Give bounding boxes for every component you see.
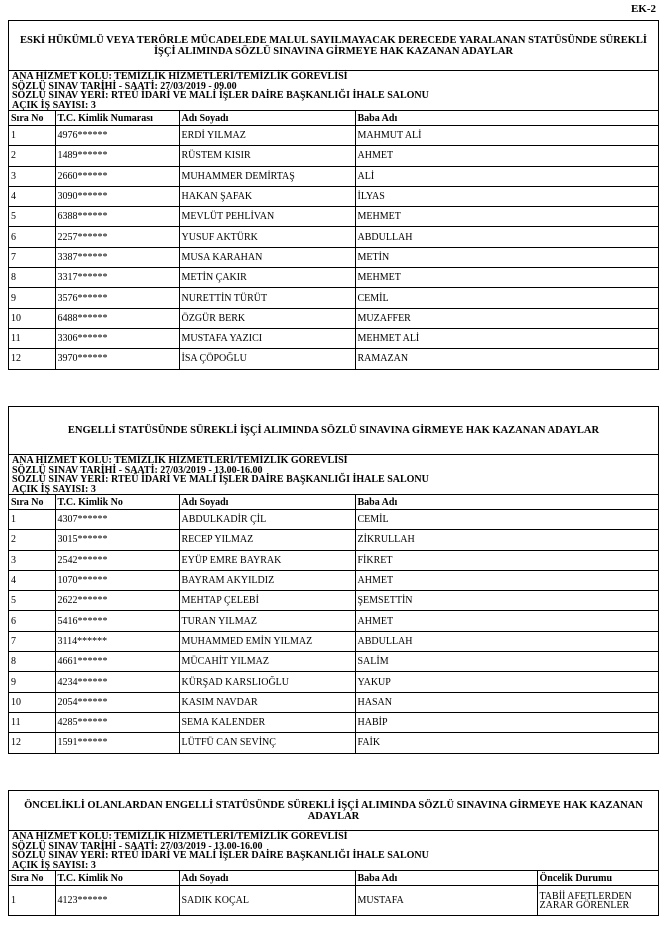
cell-row-number: 6 (9, 227, 55, 247)
cell-full-name: ERDİ YILMAZ (179, 126, 355, 146)
cell-full-name: YUSUF AKTÜRK (179, 227, 355, 247)
column-header-father-name: Baba Adı (355, 495, 658, 510)
column-header-id-number: T.C. Kimlik Numarası (55, 111, 179, 126)
cell-father-name: MUSTAFA (355, 886, 537, 916)
cell-full-name: METİN ÇAKIR (179, 268, 355, 288)
info-line-date: SÖZLÜ SINAV TARİHİ - SAATİ: 27/03/2019 - 13.00-16.00 (12, 840, 263, 852)
cell-id-number: 3317****** (55, 268, 179, 288)
section-info (9, 831, 658, 870)
cell-row-number: 7 (9, 631, 55, 651)
table-row (9, 530, 658, 550)
info-line-openings: AÇIK İŞ SAYISI: 3 (12, 859, 96, 871)
cell-row-number: 1 (9, 126, 55, 146)
cell-row-number: 8 (9, 652, 55, 672)
cell-father-name: HABİP (355, 712, 658, 732)
cell-father-name: MEHMET (355, 268, 658, 288)
column-header-row-number: Sıra No (9, 871, 55, 886)
table-row (9, 328, 658, 348)
cell-full-name: MEHTAP ÇELEBİ (179, 591, 355, 611)
table-row (9, 126, 658, 146)
cell-id-number: 2054****** (55, 692, 179, 712)
table-row (9, 570, 658, 590)
table-section-ex-convict (8, 20, 659, 370)
cell-full-name: NURETTİN TÜRÜT (179, 288, 355, 308)
info-line-place: SÖZLÜ SINAV YERİ: RTEÜ İDARİ VE MALİ İŞLER DAİRE BAŞKANLIĞI İHALE SALONU (12, 850, 429, 861)
info-line-place: SÖZLÜ SINAV YERİ: RTEÜ İDARİ VE MALİ İŞLER DAİRE BAŞKANLIĞI İHALE SALONU (12, 474, 429, 485)
cell-id-number: 2622****** (55, 591, 179, 611)
table-row (9, 733, 658, 753)
info-line-date: SÖZLÜ SINAV TARİHİ - SAATİ: 27/03/2019 - 13.00-16.00 (12, 464, 263, 476)
table-row (9, 349, 658, 369)
cell-father-name: ZİKRULLAH (355, 530, 658, 550)
cell-id-number: 6488****** (55, 308, 179, 328)
column-header-row-number: Sıra No (9, 111, 55, 126)
cell-id-number: 3576****** (55, 288, 179, 308)
cell-id-number: 1591****** (55, 733, 179, 753)
cell-father-name: RAMAZAN (355, 349, 658, 369)
cell-row-number: 11 (9, 712, 55, 732)
column-header-full-name: Adı Soyadı (179, 495, 355, 510)
candidate-table (9, 110, 658, 369)
cell-row-number: 9 (9, 672, 55, 692)
cell-row-number: 11 (9, 328, 55, 348)
cell-full-name: MUSTAFA YAZICI (179, 328, 355, 348)
cell-full-name: RÜSTEM KISIR (179, 146, 355, 166)
column-header-full-name: Adı Soyadı (179, 111, 355, 126)
cell-full-name: BAYRAM AKYILDIZ (179, 570, 355, 590)
cell-id-number: 3114****** (55, 631, 179, 651)
cell-id-number: 3970****** (55, 349, 179, 369)
info-line-openings: AÇIK İŞ SAYISI: 3 (12, 483, 96, 495)
cell-full-name: SEMA KALENDER (179, 712, 355, 732)
cell-id-number: 2542****** (55, 550, 179, 570)
cell-father-name: FİKRET (355, 550, 658, 570)
cell-full-name: MÜCAHİT YILMAZ (179, 652, 355, 672)
cell-id-number: 4661****** (55, 652, 179, 672)
cell-full-name: KASIM NAVDAR (179, 692, 355, 712)
cell-id-number: 2257****** (55, 227, 179, 247)
cell-full-name: KÜRŞAD KARSLIOĞLU (179, 672, 355, 692)
cell-father-name: AHMET (355, 146, 658, 166)
cell-full-name: MUHAMMER DEMİRTAŞ (179, 166, 355, 186)
cell-father-name: METİN (355, 247, 658, 267)
table-header-row (9, 871, 658, 886)
cell-full-name: İSA ÇÖPOĞLU (179, 349, 355, 369)
column-header-father-name: Baba Adı (355, 871, 537, 886)
cell-row-number: 4 (9, 186, 55, 206)
info-line-openings: AÇIK İŞ SAYISI: 3 (12, 99, 96, 111)
cell-full-name: ÖZGÜR BERK (179, 308, 355, 328)
cell-row-number: 5 (9, 591, 55, 611)
info-line-service: ANA HİZMET KOLU: TEMİZLİK HİZMETLERİ/TEMİZLİK GÖREVLİSİ (12, 455, 348, 466)
cell-id-number: 1070****** (55, 570, 179, 590)
cell-id-number: 4285****** (55, 712, 179, 732)
table-header-row (9, 111, 658, 126)
cell-row-number: 5 (9, 207, 55, 227)
cell-father-name: ABDULLAH (355, 631, 658, 651)
cell-full-name: TURAN YILMAZ (179, 611, 355, 631)
table-section-disabled (8, 406, 659, 754)
table-row (9, 550, 658, 570)
table-row (9, 692, 658, 712)
cell-father-name: MEHMET ALİ (355, 328, 658, 348)
info-line-service: ANA HİZMET KOLU: TEMİZLİK HİZMETLERİ/TEMİZLİK GÖREVLİSİ (12, 71, 348, 82)
info-line-date: SÖZLÜ SINAV TARİHİ - SAATİ: 27/03/2019 - 09.00 (12, 80, 237, 92)
info-line-service: ANA HİZMET KOLU: TEMİZLİK HİZMETLERİ/TEMİZLİK GÖREVLİSİ (12, 831, 348, 842)
cell-row-number: 1 (9, 510, 55, 530)
cell-id-number: 2660****** (55, 166, 179, 186)
table-row (9, 227, 658, 247)
cell-father-name: YAKUP (355, 672, 658, 692)
cell-row-number: 1 (9, 886, 55, 916)
cell-full-name: LÜTFÜ CAN SEVİNÇ (179, 733, 355, 753)
column-header-row-number: Sıra No (9, 495, 55, 510)
table-row (9, 611, 658, 631)
cell-full-name: RECEP YILMAZ (179, 530, 355, 550)
cell-row-number: 4 (9, 570, 55, 590)
cell-id-number: 3090****** (55, 186, 179, 206)
cell-father-name: ALİ (355, 166, 658, 186)
column-header-priority-status: Öncelik Durumu (537, 871, 658, 886)
section-title: ESKİ HÜKÜMLÜ VEYA TERÖRLE MÜCADELEDE MALUL SAYILMAYACAK DERECEDE YARALANAN STATÜSÜNDE SÜREKLİ İŞÇİ ALIMINDA SÖZLÜ SINAVINA GİRMEYE HAK KAZANAN ADAYLAR (9, 21, 658, 71)
table-row (9, 166, 658, 186)
cell-father-name: ABDULLAH (355, 227, 658, 247)
cell-full-name: HAKAN ŞAFAK (179, 186, 355, 206)
column-header-full-name: Adı Soyadı (179, 871, 355, 886)
cell-id-number: 4976****** (55, 126, 179, 146)
cell-father-name: AHMET (355, 570, 658, 590)
table-row (9, 652, 658, 672)
column-header-father-name: Baba Adı (355, 111, 658, 126)
section-info (9, 71, 658, 110)
cell-row-number: 7 (9, 247, 55, 267)
table-header-row (9, 495, 658, 510)
cell-full-name: SADIK KOÇAL (179, 886, 355, 916)
cell-father-name: MEHMET (355, 207, 658, 227)
candidate-table (9, 494, 658, 753)
cell-father-name: MAHMUT ALİ (355, 126, 658, 146)
cell-father-name: CEMİL (355, 510, 658, 530)
cell-father-name: AHMET (355, 611, 658, 631)
table-row (9, 146, 658, 166)
cell-id-number: 4234****** (55, 672, 179, 692)
cell-row-number: 9 (9, 288, 55, 308)
cell-id-number: 3015****** (55, 530, 179, 550)
cell-id-number: 1489****** (55, 146, 179, 166)
cell-id-number: 6388****** (55, 207, 179, 227)
annex-label: EK-2 (630, 3, 656, 15)
table-row (9, 308, 658, 328)
info-line-place: SÖZLÜ SINAV YERİ: RTEÜ İDARİ VE MALİ İŞLER DAİRE BAŞKANLIĞI İHALE SALONU (12, 90, 429, 101)
cell-row-number: 12 (9, 733, 55, 753)
cell-full-name: EYÜP EMRE BAYRAK (179, 550, 355, 570)
table-row (9, 247, 658, 267)
cell-father-name: HASAN (355, 692, 658, 712)
cell-row-number: 8 (9, 268, 55, 288)
cell-id-number: 3387****** (55, 247, 179, 267)
cell-father-name: İLYAS (355, 186, 658, 206)
cell-row-number: 3 (9, 166, 55, 186)
cell-id-number: 4123****** (55, 886, 179, 916)
cell-row-number: 6 (9, 611, 55, 631)
cell-id-number: 4307****** (55, 510, 179, 530)
table-row (9, 510, 658, 530)
table-row (9, 591, 658, 611)
table-row (9, 672, 658, 692)
table-row (9, 288, 658, 308)
section-title: ÖNCELİKLİ OLANLARDAN ENGELLİ STATÜSÜNDE SÜREKLİ İŞÇİ ALIMINDA SÖZLÜ SINAVINA GİRMEYE HAK KAZANAN ADAYLAR (9, 791, 658, 831)
cell-row-number: 10 (9, 308, 55, 328)
cell-row-number: 3 (9, 550, 55, 570)
section-info (9, 455, 658, 494)
column-header-id-number: T.C. Kimlik No (55, 871, 179, 886)
cell-row-number: 2 (9, 146, 55, 166)
table-section-priority-disabled (8, 790, 659, 916)
cell-father-name: MUZAFFER (355, 308, 658, 328)
candidate-table (9, 870, 658, 915)
cell-full-name: MUSA KARAHAN (179, 247, 355, 267)
column-header-id-number: T.C. Kimlik No (55, 495, 179, 510)
table-row (9, 712, 658, 732)
cell-full-name: MEVLÜT PEHLİVAN (179, 207, 355, 227)
cell-father-name: SALİM (355, 652, 658, 672)
cell-row-number: 12 (9, 349, 55, 369)
cell-id-number: 3306****** (55, 328, 179, 348)
cell-father-name: CEMİL (355, 288, 658, 308)
section-title: ENGELLİ STATÜSÜNDE SÜREKLİ İŞÇİ ALIMINDA SÖZLÜ SINAVINA GİRMEYE HAK KAZANAN ADAYLAR (9, 407, 658, 455)
table-row (9, 207, 658, 227)
table-row (9, 186, 658, 206)
cell-priority-status: TABİİ AFETLERDEN ZARAR GÖRENLER (537, 886, 658, 916)
table-row (9, 268, 658, 288)
table-row (9, 631, 658, 651)
cell-father-name: ŞEMSETTİN (355, 591, 658, 611)
cell-row-number: 2 (9, 530, 55, 550)
cell-row-number: 10 (9, 692, 55, 712)
cell-full-name: MUHAMMED EMİN YILMAZ (179, 631, 355, 651)
cell-father-name: FAİK (355, 733, 658, 753)
table-row (9, 886, 658, 916)
cell-id-number: 5416****** (55, 611, 179, 631)
cell-full-name: ABDULKADİR ÇİL (179, 510, 355, 530)
